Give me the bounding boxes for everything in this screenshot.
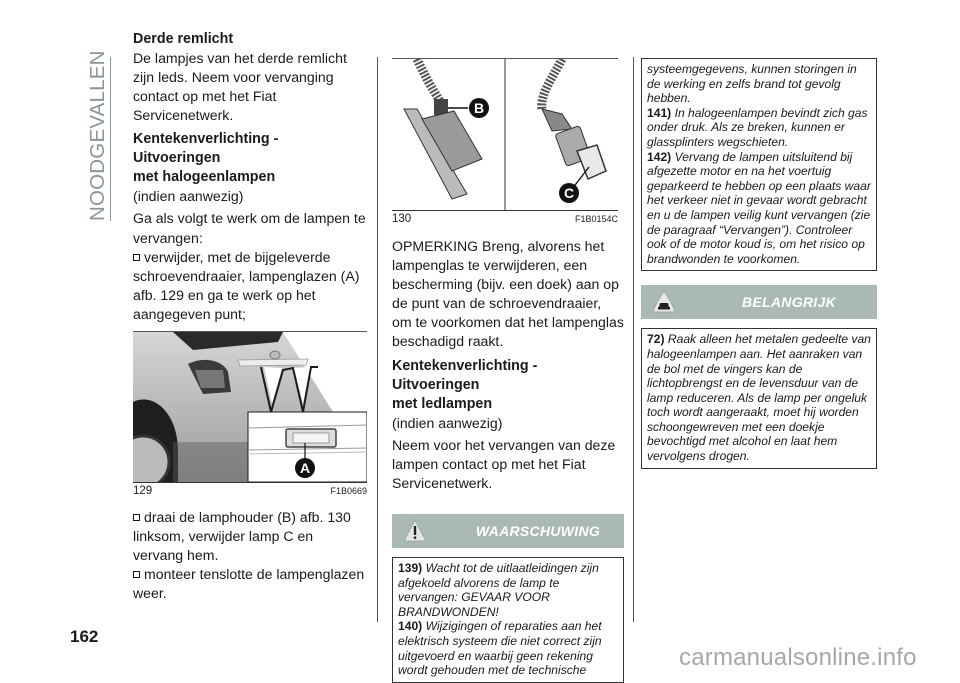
step-3: monteer tenslotte de lampenglazen weer. [133, 565, 367, 603]
warning-banner [392, 514, 624, 548]
figure-code: F1B0669 [330, 486, 367, 497]
heading-halogen-line1: Kentekenverlichting - Uitvoeringen [133, 131, 279, 167]
section-tab [86, 50, 110, 221]
step-2: draai de lamphouder (B) afb. 130 linksom, verwijder lamp C en vervang hem. [133, 508, 367, 565]
step-1: verwijder, met de bijgeleverde schroevendraaier, lampenglazen (A) afb. 129 en ga te werk op het aangegeven punt; [133, 248, 367, 324]
column-divider [633, 57, 634, 622]
important-number: 72) [647, 332, 665, 347]
warning-number: 139) [398, 560, 423, 575]
important-box [641, 328, 877, 468]
warning-number: 141) [647, 105, 672, 120]
callout-c: C [559, 183, 579, 203]
warning-number: 140) [398, 619, 423, 634]
figure-number: 130 [392, 213, 412, 225]
figure-129 [133, 331, 367, 497]
warning-box-continued [641, 58, 877, 271]
car-caution-icon [651, 289, 677, 315]
heading-derde-remlicht: Derde remlicht [133, 31, 234, 47]
warning-text: Wacht tot de uitlaatleidingen zijn afgekoeld alvorens de lamp te vervangen: GEVAAR VOOR BRANDWONDEN! [398, 560, 599, 619]
note-opmerking: OPMERKING Breng, alvorens het lampenglas te verwijderen, een bescherming (bijv. een doek) aan op de punt van de schroevendraaier, om te voorkomen dat het lampenglas beschadigd raakt. [392, 238, 624, 350]
availability-note: (indien aanwezig) [133, 188, 244, 205]
intro-text: Ga als volgt te werk om de lampen te vervangen: [133, 210, 366, 246]
column-2 [392, 58, 624, 683]
column-divider [377, 57, 378, 622]
warning-continued-text: systeemgegevens, kunnen storingen in de werking en zelfs brand tot gevolg hebben. [647, 62, 857, 106]
availability-note: (indien aanwezig) [392, 414, 503, 431]
important-text: Raak alleen het metalen gedeelte van halogeenlampen aan. Het aanraken van de bol met de vingers kan de lichtopbrengst en de levensduur van de lamp reduceren. Als de lamp per ongeluk toch wordt aangeraakt, moet hij worden schoongewreven met een doekje bevochtigd met alcohol en laat hem vervolgens drogen. [647, 332, 871, 464]
important-title: BELANGRIJK [741, 294, 836, 311]
paragraph: Neem voor het vervangen van deze lampen contact op met het Fiat Servicenetwerk. [392, 436, 616, 491]
heading-led-line1: Kentekenverlichting - Uitvoeringen [392, 357, 538, 393]
figure-130 [392, 58, 618, 225]
important-banner [641, 285, 877, 319]
warning-text: In halogeenlampen bevindt zich gas onder druk. Als ze breken, kunnen er glassplinters wegschieten. [647, 105, 868, 149]
warning-title: WAARSCHUWING [475, 522, 601, 539]
section-tab-rule [110, 57, 111, 221]
column-3 [641, 58, 877, 469]
heading-halogen-line2: met halogeenlampen [133, 169, 276, 186]
warning-triangle-icon [402, 518, 428, 544]
callout-a: A [295, 458, 315, 478]
section-tab-label: NOODGEVALLEN [86, 50, 109, 221]
page-number: 162 [70, 627, 99, 646]
figure-number: 129 [133, 485, 153, 498]
warning-number: 142) [647, 149, 672, 164]
figure-130-image [392, 59, 618, 210]
column-1 [133, 30, 367, 604]
heading-led-line2: met ledlampen [392, 395, 493, 412]
warning-text: Vervang de lampen uitsluitend bij afgezette motor en na het voertuig geparkeerd te hebben op een plaats waar het verkeer niet in gevaar wordt gebracht en u de lampen veilig kunt vervangen (zie de paragraaf “Vervangen”). Controleer ook of de motor koud is, om het risico op brandwonden te voorkomen. [647, 149, 871, 266]
warning-text: Wijzigingen of reparaties aan het elektrisch systeem die niet correct zijn uitgevoerd en waarbij geen rekening wordt gehouden met de technische [398, 619, 602, 678]
watermark: carmanualsonline.info [679, 644, 917, 671]
figure-129-image [133, 332, 367, 482]
callout-b: B [469, 98, 489, 118]
figure-code: F1B0154C [574, 214, 618, 224]
paragraph: De lampjes van het derde remlicht zijn leds. Neem voor vervanging contact op met het Fiat Servicenetwerk. [133, 50, 347, 124]
warning-box [392, 557, 624, 683]
